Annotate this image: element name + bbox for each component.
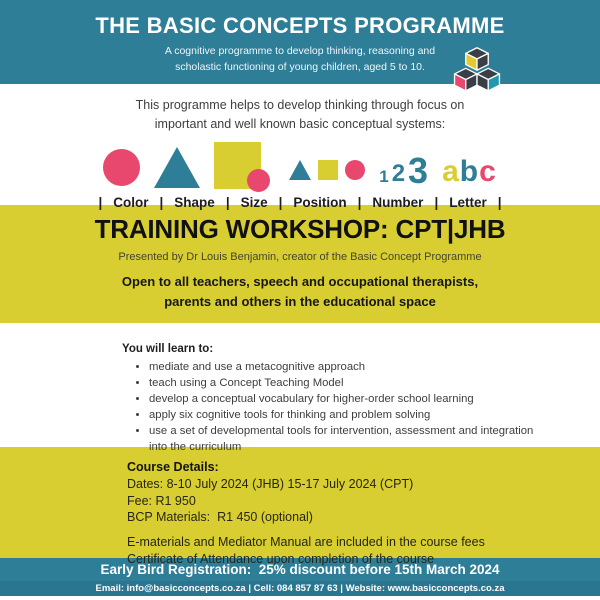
position-triangle-icon	[289, 160, 311, 180]
contact-footer	[0, 581, 600, 596]
letter-a: a	[442, 155, 460, 189]
position-circle-icon	[345, 160, 365, 180]
concept-label-color: Color	[113, 194, 149, 210]
pipe-separator: |	[98, 194, 103, 210]
position-shapes-icon	[289, 160, 365, 180]
concept-label-position: Position	[293, 194, 347, 210]
digit-1: 1	[379, 167, 389, 187]
concept-label-letter: Letter	[449, 194, 487, 210]
course-note-ematerials: E-materials and Mediator Manual are included in the course fees	[127, 535, 485, 549]
shape-triangle-icon	[154, 147, 200, 188]
bottom-margin-strip	[0, 596, 600, 600]
pipe-separator: |	[434, 194, 439, 210]
course-heading: Course Details:	[127, 460, 219, 474]
intro-line1: This programme helps to develop thinking through focus on	[135, 98, 465, 112]
concept-label-size: Size	[240, 194, 268, 210]
learn-bullet-list	[122, 359, 552, 455]
header-subtitle-line2: scholastic functioning of young children, aged 5 to 10.	[175, 60, 425, 73]
header-subtitle-line1: A cognitive programme to develop thinking, reasoning and	[164, 45, 436, 57]
digit-2: 2	[391, 160, 406, 188]
early-bird-text: Early Bird Registration: 25% discount before 15th March 2024	[100, 562, 500, 577]
digit-3: 3	[408, 149, 429, 191]
concept-label-shape: Shape	[174, 194, 215, 210]
course-dates: Dates: 8-10 July 2024 (JHB) 15-17 July 2024 (CPT)	[127, 476, 414, 491]
learn-bullet: • mediate and use a metacognitive approach	[149, 359, 552, 375]
intro-text	[0, 96, 600, 135]
pipe-separator: |	[357, 194, 362, 210]
cubes-logo-icon	[452, 44, 502, 102]
workshop-audience-line1: Open to all teachers, speech and occupational therapists,	[121, 274, 479, 289]
early-bird-band	[0, 558, 600, 581]
letter-b: b	[459, 155, 480, 189]
workshop-title: TRAINING WORKSHOP: CPT|JHB	[94, 214, 506, 244]
pipe-separator: |	[225, 194, 230, 210]
contact-line: Email: info@basicconcepts.co.za | Cell: 084 857 87 63 | Website: www.basicconcepts.co.za	[95, 583, 505, 594]
learn-section	[0, 323, 600, 454]
size-square-circle-icon	[214, 142, 261, 189]
concept-label-number: Number	[372, 194, 424, 210]
color-circle-icon	[103, 149, 140, 186]
page-title: THE BASIC CONCEPTS PROGRAMME	[95, 13, 505, 38]
workshop-band	[0, 205, 600, 323]
workshop-presenter: Presented by Dr Louis Benjamin, creator of the Basic Concept Programme	[118, 251, 482, 263]
header-band	[0, 0, 600, 84]
size-dot-icon	[247, 169, 270, 192]
learn-bullet: • use a set of developmental tools for intervention, assessment and integration into the curriculum	[149, 423, 552, 455]
course-details-band	[0, 447, 600, 566]
course-fee: Fee: R1 950	[127, 493, 196, 508]
concept-icons-row	[0, 141, 600, 189]
pipe-separator: |	[497, 194, 502, 210]
learn-bullet: • develop a conceptual vocabulary for higher-order school learning	[149, 391, 552, 407]
workshop-audience	[0, 272, 600, 311]
course-materials: BCP Materials: R1 450 (optional)	[127, 510, 313, 525]
pipe-separator: |	[159, 194, 164, 210]
learn-heading: You will learn to:	[122, 343, 214, 355]
intro-section	[0, 84, 600, 210]
learn-bullet: • apply six cognitive tools for thinking and problem solving	[149, 407, 552, 423]
position-square-icon	[318, 160, 338, 180]
pipe-separator: |	[278, 194, 283, 210]
workshop-audience-line2: parents and others in the educational space	[164, 293, 436, 309]
letter-abc-icon	[442, 155, 497, 189]
header-subtitle	[0, 44, 600, 76]
learn-bullet: • teach using a Concept Teaching Model	[149, 375, 552, 391]
intro-line2: important and well known basic conceptual systems:	[154, 117, 446, 132]
number-123-icon	[379, 149, 429, 191]
course-note-certificate: Certificate of Attendance upon completion of the course	[127, 551, 435, 566]
letter-c: c	[479, 155, 497, 189]
